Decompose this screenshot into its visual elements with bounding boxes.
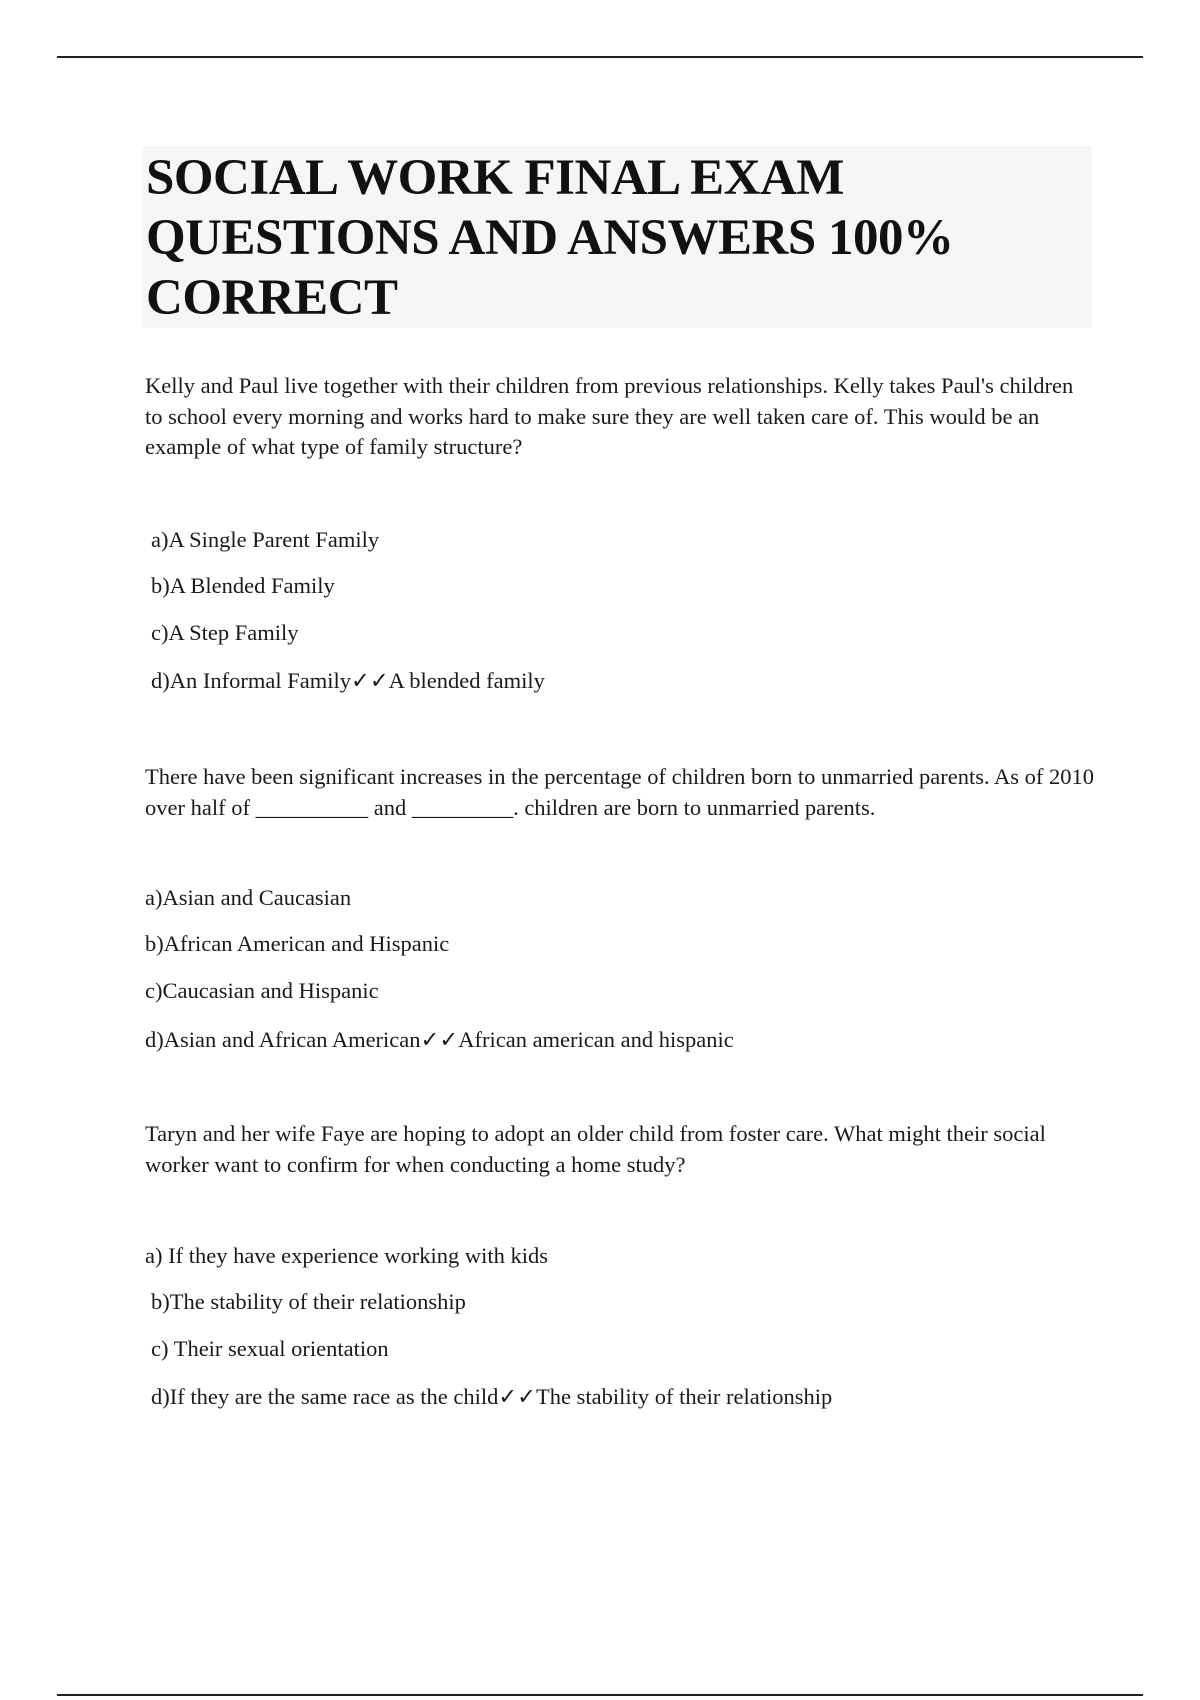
question-1-option-a: a)A Single Parent Family	[151, 527, 380, 552]
title-banner	[142, 146, 1092, 328]
question-3-option-a: a) If they have experience working with kids	[145, 1243, 548, 1268]
question-1-text: Kelly and Paul live together with their children from previous relationships. Kelly takes Paul's children to school every morning and works hard to make sure they are well taken care of. This would be an example of what type of family structure?	[145, 373, 1074, 459]
question-2-option-a: a)Asian and Caucasian	[145, 885, 352, 910]
bottom-rule	[57, 1694, 1143, 1696]
question-3-text: Taryn and her wife Faye are hoping to adopt an older child from foster care. What might their social worker want to confirm for when conducting a home study?	[145, 1121, 1046, 1177]
question-3-option-b: b)The stability of their relationship	[151, 1289, 466, 1314]
top-rule	[57, 56, 1143, 58]
question-1-option-c: c)A Step Family	[151, 620, 299, 645]
question-1-option-d-answer: d)An Informal Family✓✓A blended family	[151, 668, 545, 693]
document-title: SOCIAL WORK FINAL EXAM QUESTIONS AND ANSWERS 100% CORRECT	[146, 150, 954, 326]
question-3-option-c: c) Their sexual orientation	[151, 1336, 389, 1361]
question-2-text: There have been significant increases in the percentage of children born to unmarried parents. As of 2010 over half of __________ and _________. children are born to unmarried parents.	[145, 764, 1095, 820]
question-3-option-d-answer: d)If they are the same race as the child✓✓The stability of their relationship	[151, 1384, 833, 1409]
question-2-option-c: c)Caucasian and Hispanic	[145, 978, 379, 1003]
question-2-option-b: b)African American and Hispanic	[145, 931, 450, 956]
question-1-option-b: b)A Blended Family	[151, 573, 335, 598]
question-2-option-d-answer: d)Asian and African American✓✓African american and hispanic	[145, 1027, 734, 1052]
